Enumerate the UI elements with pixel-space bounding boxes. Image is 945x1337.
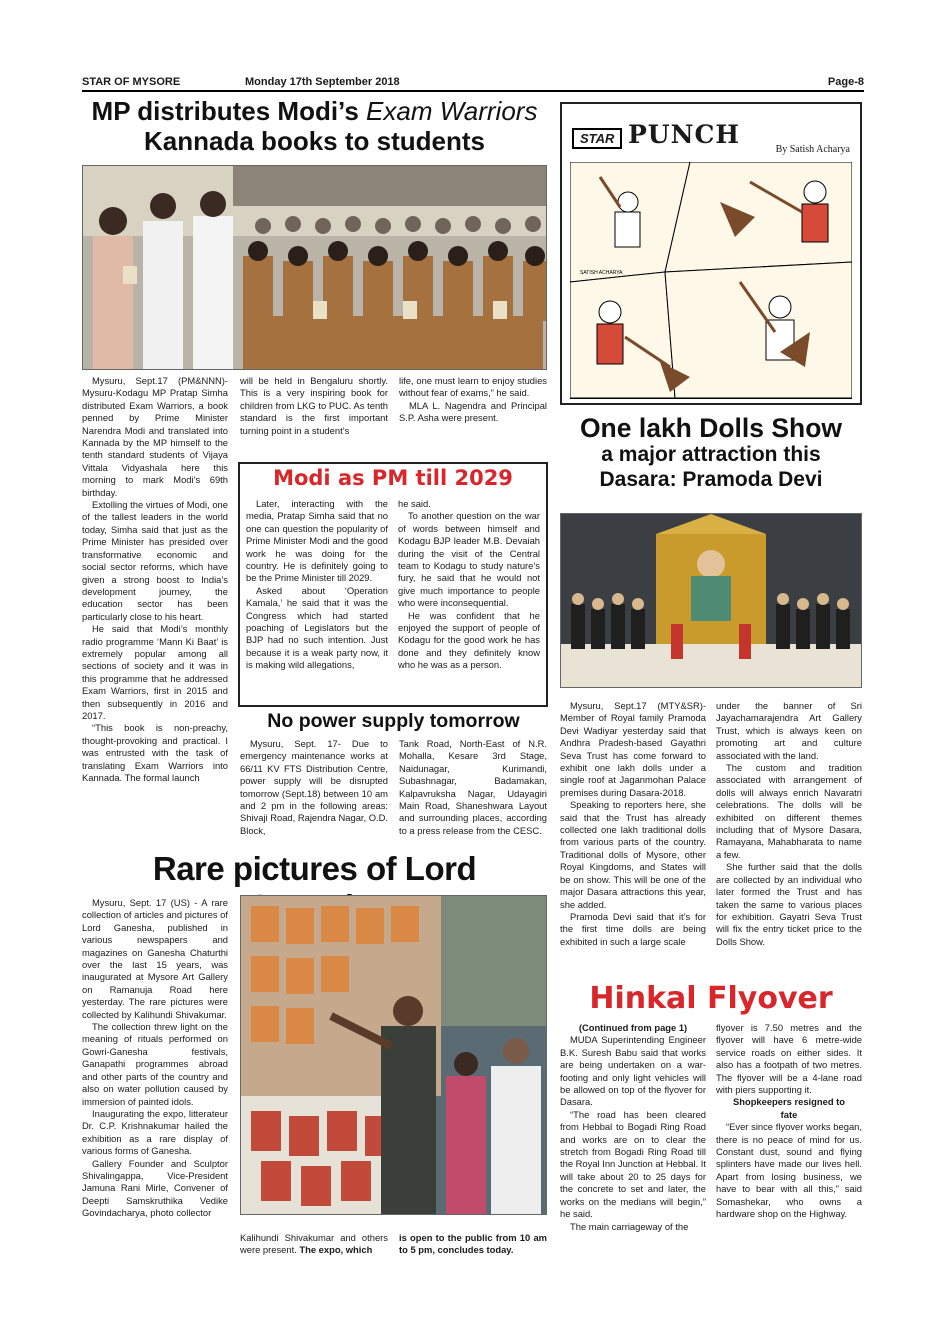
dolls-col1: Mysuru, Sept.17 (MTY&SR)- Member of Royal family Pramoda Devi Wadiyar yesterday said that Andhra Pradesh-based Gayathri Seva Trust has come forward to exhibit one lakh dolls under a single roof at Jaganmohan Palace premises during Dasara-2018. Speaking to reporters here, she said that the Trust has already collected one lakh traditional dolls from various parts of the country. Traditional dolls of Mysore, other Royal Kingdoms, and States will be on show. This will be one of the major Dasara attractions this year, she added. Pramoda Devi said that it’s for the first time dolls are being exhibited in such a large scale [560, 700, 706, 947]
flyover-col1: (Continued from page 1) MUDA Superintending Engineer B.K. Suresh Babu said that works are being undertaken on a war-footing and only light vehicles will be allowed on top of the flyover for Dasara. “The road has been cleared from Hebbal to Bogadi Ring Road and works are on to clear the stretch from Bogadi Ring Road till the Royal Inn Junction at Hebbal. It will take about 20 to 25 days for the concrete to set and later, the works on the medians will begin,” he said. The main carriageway of the [560, 1022, 706, 1232]
pm-col1: Later, interacting with the media, Pratap Simha said that no one can question the popularity of Prime Minister Modi and the good work he was doing for the country. He is definitely going to be the Prime Minister till 2029. Asked about ‘Operation Kamala,’ he said that it was the Congress which had started poaching of Legislators but the BJP had no such intention. Just because it is a weak party now, it is making wild allegations, [246, 498, 388, 671]
page-number: Page-8 [827, 76, 864, 88]
pm-box [238, 462, 548, 707]
modi-col2: will be held in Bengaluru shortly. This is a very inspiring book for children from LKG to PUC. As tenth standard is the first important turning point in a student’s [240, 375, 388, 436]
headline-modi: MP distributes Modi’s Exam Warriors Kannada books to students [91, 96, 538, 156]
ganesha-caption1: Kalihundi Shivakumar and others were present. The expo, which [240, 1232, 388, 1256]
page-header [82, 76, 864, 92]
ganesha-col1: Mysuru, Sept. 17 (US) - A rare collection of articles and pictures of Lord Ganesha, published in various newspapers and magazines on Ganesha Chaturthi over the last 15 years, was inaugurated at Mysore Art Gallery on Ramanuja Road here yesterday. The rare pictures were collected by Kalihundi Shivakumar. The collection threw light on the meaning of rituals performed on Gowri-Ganesha festivals, Ganapathi programmes abroad and other parts of the country and also on water pollution caused by immersion of painted idols. Inaugurating the expo, litterateur Dr. C.P. Krishnakumar hailed the exhibition as a rare display of various forms of Ganesha. Gallery Founder and Sculptor Shivalingappa, Vice-President Jamuna Rani Mirle, Convener of Deepti Samskruthika Vedike Govindacharya, photo collector [82, 897, 228, 1219]
ganesha-caption2: is open to the public from 10 am to 5 pm, concludes today. [399, 1232, 547, 1256]
cartoon-signature: SATISH ACHARYA [580, 270, 623, 276]
pm-col2: he said. To another question on the war of words between himself and Kodagu BJP leader M.B. Devaiah during the visit of the Central team to Kodagu to study nature’s fury, he said that he would not give much importance to people who were inconsequential. He was confident that he enjoyed the support of people of Kodagu for the good work he has done and they definitely know who he was as a person. [398, 498, 540, 671]
punch-byline: By Satish Acharya [775, 144, 850, 155]
dolls-col2: under the banner of Sri Jayachamarajendra Art Gallery Trust, which is always keen on promoting art and culture associated with the land. The custom and tradition associated with arrangement of dolls will always enrich Navaratri celebrations. The dolls will be exhibited on different themes including that of Mysore Dasara, Ramayana, Mahabharata to name a few. She further said that the dolls are collected by an individual who later formed the Trust and has taken the same to various places for exhibition. Gayatri Seva Trust will fix the entry ticket price to the Dolls Show. [716, 700, 862, 947]
headline-pm: Modi as PM till 2029 [273, 466, 513, 490]
headline-dolls: One lakh Dolls Show a major attraction this Dasara: Pramoda Devi [579, 413, 843, 491]
power-col1: Mysuru, Sept. 17- Due to emergency maintenance works at 66/11 KV FTS Distribution Centre, power supply will be disrupted tomorrow (Sept.18) between 10 am and 2 pm in the following areas: Shivaji Road, Rajendra Nagar, O.D. Block, [240, 738, 388, 836]
star-punch-cartoon [560, 102, 862, 405]
modi-col3: life, one must learn to enjoy studies without fear of exams,” he said. MLA L. Nagendra and Principal S.P. Asha were present. [399, 375, 547, 424]
headline-flyover: Hinkal Flyover [589, 981, 833, 1016]
punch-logo: STAR PUNCH [570, 116, 720, 156]
flyover-subhead: Shopkeepers resigned to fate [732, 1096, 845, 1120]
power-col2: Tank Road, North-East of N.R. Mohalla, Kesare 3rd Stage, Naidunagar, Kurimandi, Subashnagar, Badamakan, Kalpavruksha Nagar, Udayagiri Main Road, Shaneshwara Layout and surrounding places, according to a press release from the CESC. [399, 738, 547, 836]
paper-name: STAR OF MYSORE [82, 76, 181, 88]
ganesha-exhibition-photo [240, 895, 547, 1215]
dolls-photo [560, 513, 862, 688]
flyover-col2: flyover is 7.50 metres and the flyover will have 6 metre-wide service roads on either sides. It also has a footpath of two metres. The flyover will be a 4-lane road with piers supporting it. Shopkeepers resigned to fate “Ever since flyover works began, there is no peace of mind for us. Constant dust, sound and flying splinters have made our lives hell. Apart from losing business, we have to bear with all this,” said Somashekar, who owns a hardware shop on the Highway. [716, 1022, 862, 1220]
headline-ganesha: Rare pictures of Lord [152, 850, 477, 887]
cartoon-drawing [570, 162, 852, 399]
issue-date: Monday 17th September 2018 [245, 76, 400, 88]
modi-col1: Mysuru, Sept.17 (PM&NNN)- Mysuru-Kodagu MP Pratap Simha distributed Exam Warriors, a book penned by Prime Minister Narendra Modi and translated into Kannada by the MP himself to the tenth standard students of Vijaya Vittala Vidyashala here this morning to mark Modi’s 69th birthday. Extolling the virtues of Modi, one of the tallest leaders in the world today, Simha said that just as the Prime Minister has presided over transformative economic and social sector reforms, which have given a strong boost to India’s development journey, the education sector has been particularly close to his heart. He said that Modi’s monthly radio programme ‘Mann Ki Baat’ is extremely popular among all sections of society and it was in this programme that he addressed Exam Warriors, first in 2015 and then subsequently in 2016 and 2017. “This book is non-preachy, thought-provoking and practical. I was entrusted with the task of translating Exam Warriors into Kannada. The formal launch [82, 375, 228, 783]
students-photo [82, 165, 547, 370]
headline-power: No power supply tomorrow [267, 710, 520, 732]
